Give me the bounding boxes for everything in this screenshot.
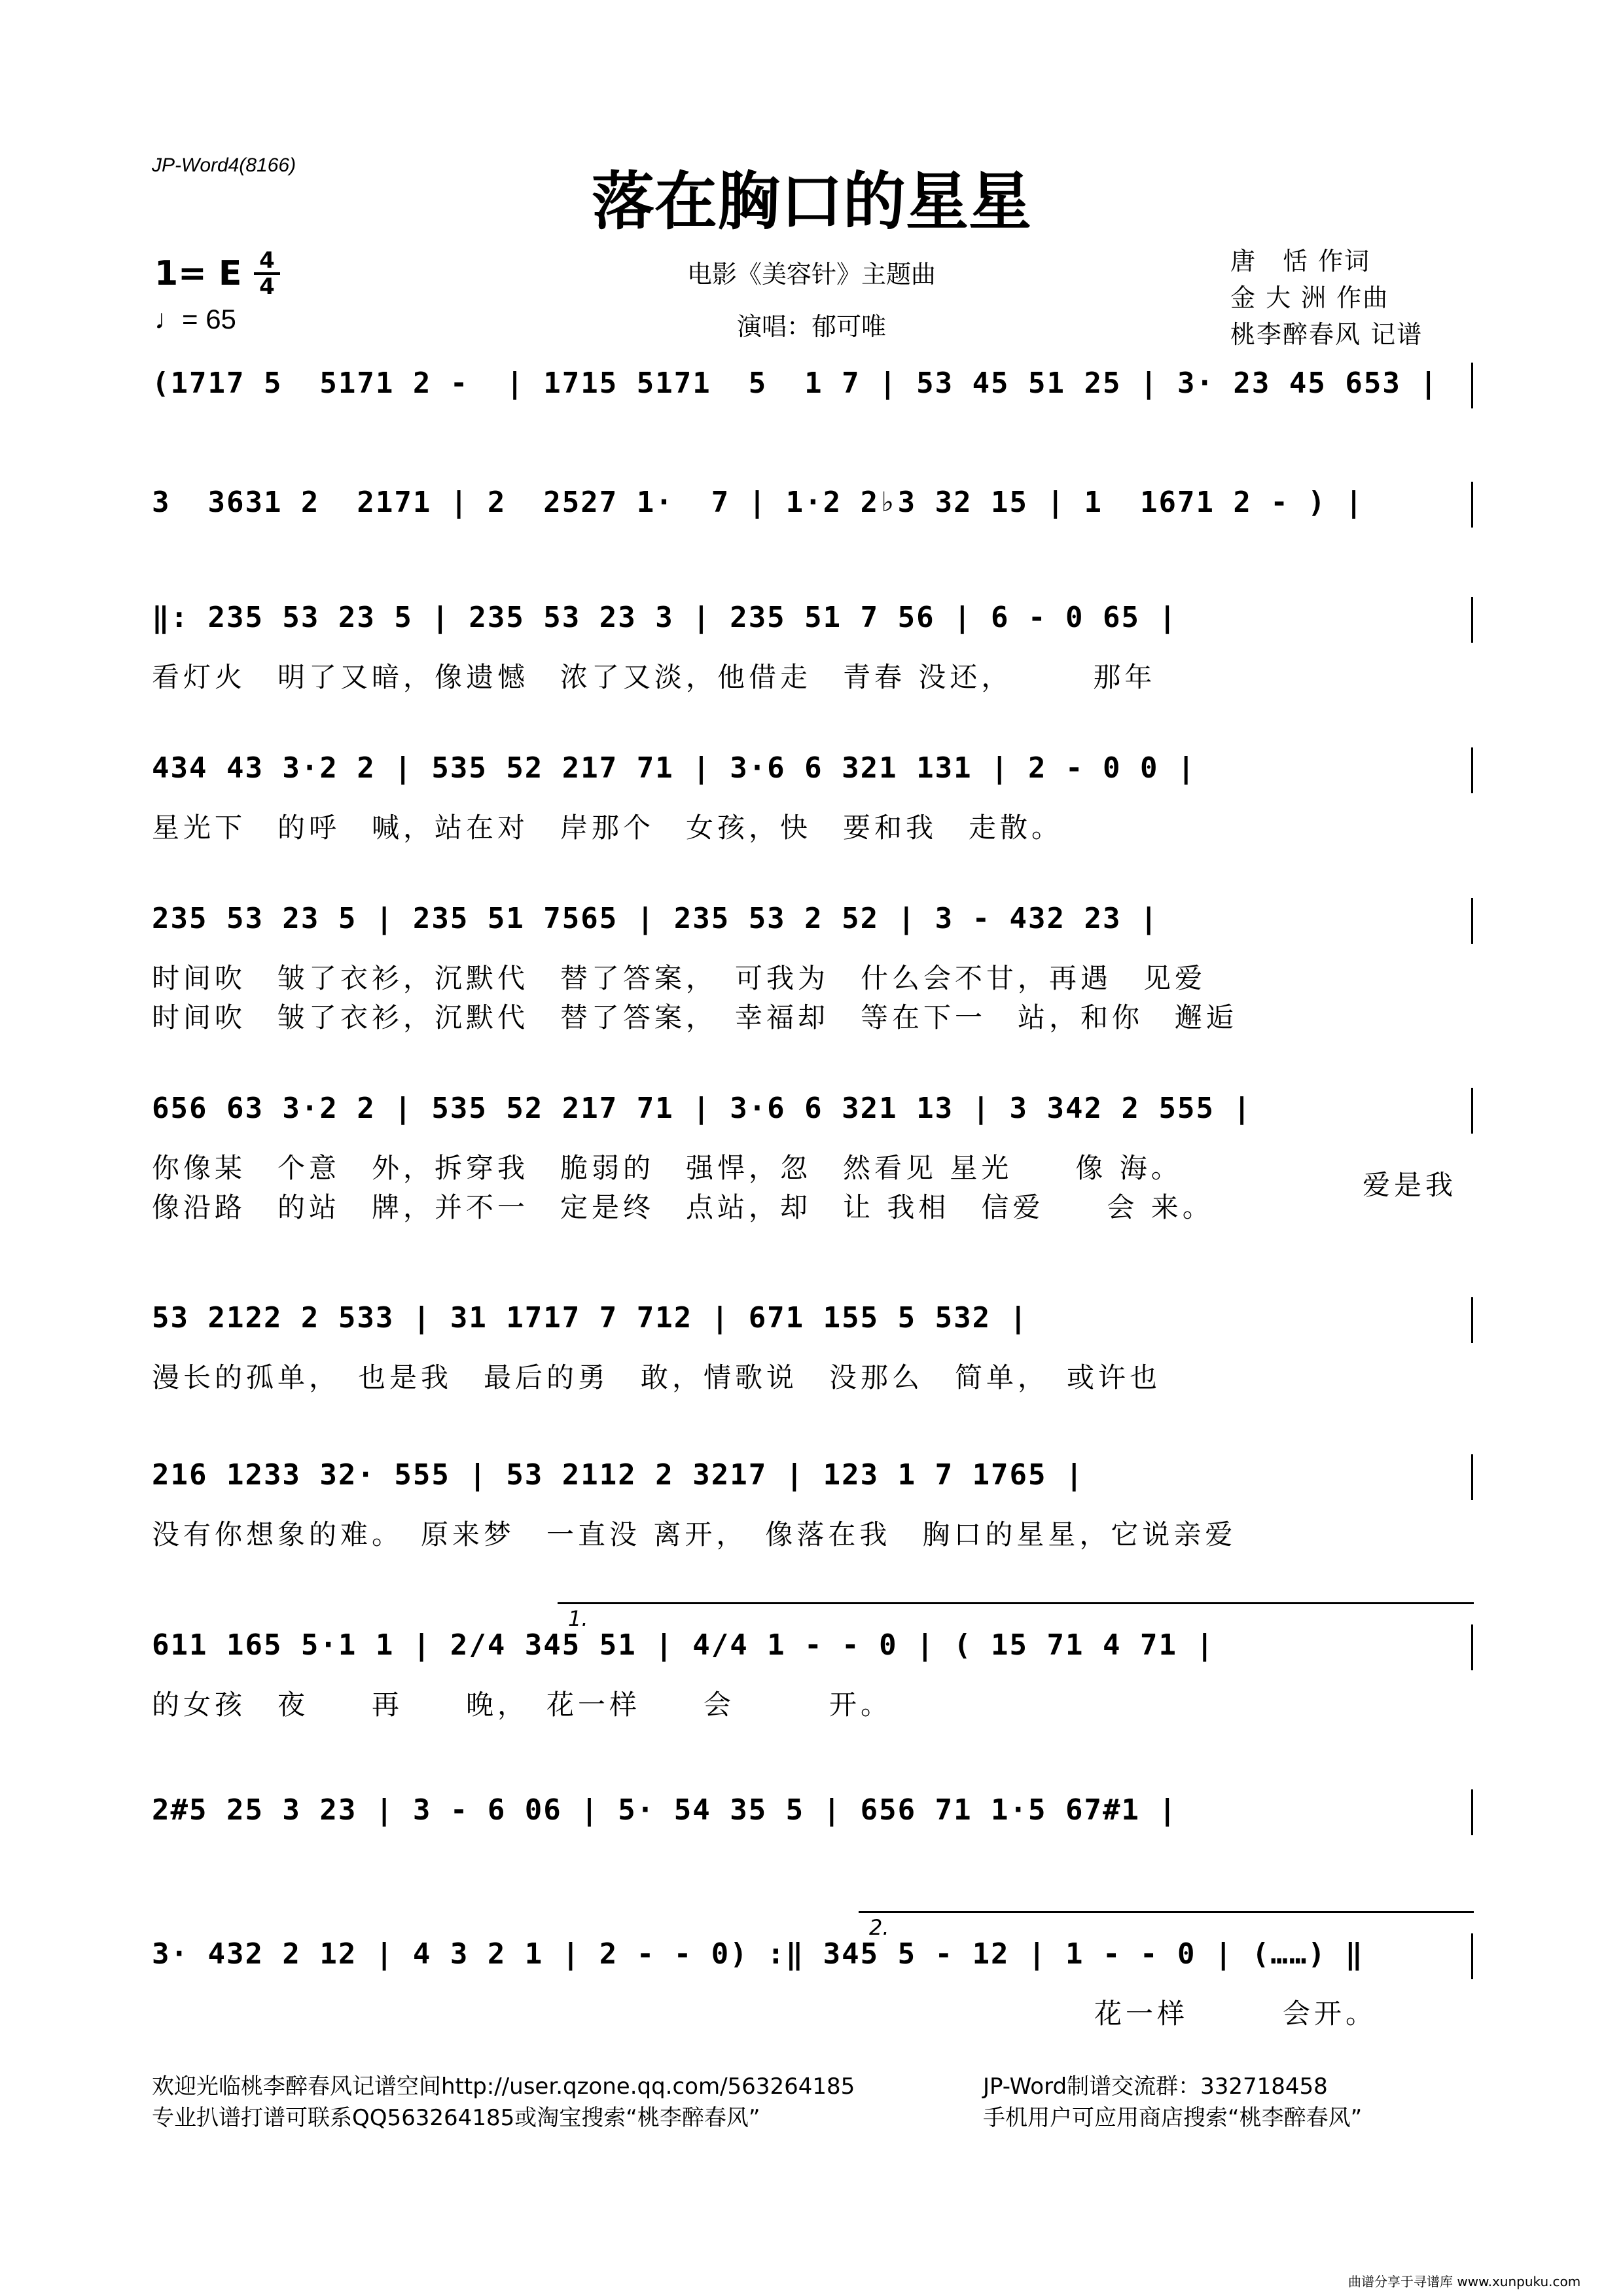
lyric-line: 你像某 个意 外，拆穿我 脆弱的 强悍，忽 然看见 星光 像 海。 — [152, 1152, 1183, 1184]
footer-contact: 专业扒谱打谱可联系QQ563264185或淘宝搜索“桃李醉春风” — [152, 2105, 760, 2131]
time-signature — [254, 247, 280, 300]
score-row — [152, 601, 1474, 732]
barline — [1471, 1454, 1473, 1500]
lyric-line: 时间吹 皱了衣衫，沉默代 替了答案， 幸福却 等在下一 站，和你 邂逅 — [152, 1001, 1238, 1033]
score-row — [152, 486, 1474, 617]
note-line: 611 165 5·1 1 | 2/4 345 51 | 4/4 1 - - 0 | ( 15 71 4 71 | — [152, 1628, 1215, 1662]
barline — [1471, 597, 1473, 643]
singer-label: 演唱：郁可唯 — [736, 312, 886, 341]
score-row — [152, 1092, 1474, 1223]
footer-group: JP-Word制谱交流群：332718458 — [983, 2073, 1328, 2100]
note-line: 656 63 3·2 2 | 535 52 217 71 | 3·6 6 321 13 | 3 342 2 555 | — [152, 1092, 1252, 1125]
note-line: 3· 432 2 12 | 4 3 2 1 | 2 - - 0) :‖ 345 5 - 12 | 1 - - 0 | (……) ‖ — [152, 1937, 1364, 1971]
lyric-line: 漫长的孤单， 也是我 最后的勇 敢，情歌说 没那么 简单， 或许也 — [152, 1361, 1162, 1393]
volta-label: 1. — [568, 1606, 588, 1631]
lyricist-credit: 唐 恬 作词 — [1230, 247, 1371, 276]
lyric-line: 花一样 会开。 — [152, 1998, 1378, 2030]
note-line: 3 3631 2 2171 | 2 2527 1· 7 | 1·2 2♭3 32 15 | 1 1671 2 - ) | — [152, 486, 1364, 519]
footer-qzone: 欢迎光临桃李醉春风记谱空间http://user.qzone.qq.com/563264185 — [152, 2073, 855, 2100]
lyric-line: 的女孩 夜 再 晚， 花一样 会 开。 — [152, 1689, 893, 1721]
note-line: 235 53 23 5 | 235 51 7565 | 235 53 2 52 | 3 - 432 23 | — [152, 902, 1159, 935]
barline — [1471, 1789, 1473, 1835]
score-row — [152, 1793, 1474, 1924]
composer-credit: 金 大 洲 作曲 — [1230, 283, 1389, 312]
barline — [1471, 1933, 1473, 1979]
volta-label: 2. — [869, 1915, 889, 1940]
note-line: 434 43 3·2 2 | 535 52 217 71 | 3·6 6 321 131 | 2 - 0 0 | — [152, 751, 1196, 785]
score-row — [152, 902, 1474, 1033]
volta-bracket — [558, 1602, 1474, 1604]
score-row — [152, 1915, 1474, 2068]
lyric-line: 看灯火 明了又暗，像遗憾 浓了又淡，他借走 青春 没还， 那年 — [152, 661, 1156, 693]
song-subtitle: 电影《美容针》主题曲 — [687, 260, 936, 289]
score-row — [152, 751, 1474, 882]
lyric-line: 时间吹 皱了衣衫，沉默代 替了答案， 可我为 什么会不甘，再遇 见爱 — [152, 962, 1207, 994]
barline — [1471, 747, 1473, 793]
note-line: 216 1233 32· 555 | 53 2112 2 3217 | 123 1 7 1765 | — [152, 1458, 1084, 1492]
barline — [1471, 482, 1473, 528]
software-label: JP-Word4(8166) — [152, 154, 296, 176]
watermark: 曲谱分享于寻谱库 www.xunpuku.com — [1348, 2274, 1581, 2289]
volta-bracket — [859, 1911, 1474, 1913]
footer-app: 手机用户可应用商店搜索“桃李醉春风” — [983, 2105, 1363, 2131]
barline — [1471, 1297, 1473, 1343]
note-line: 53 2122 2 533 | 31 1717 7 712 | 671 155 5 532 | — [152, 1301, 1029, 1335]
lyric-line: 像沿路 的站 牌，并不一 定是终 点站，却 让 我相 信爱 会 来。 — [152, 1191, 1214, 1223]
score-row — [152, 1606, 1474, 1759]
score-row — [152, 1301, 1474, 1432]
score-row — [152, 1458, 1474, 1589]
barline — [1471, 1624, 1473, 1670]
song-title: 落在胸口的星星 — [592, 164, 1031, 238]
barline — [1471, 898, 1473, 944]
key-signature: 1= E — [154, 254, 242, 293]
note-line: ‖: 235 53 23 5 | 235 53 23 3 | 235 51 7 56 | 6 - 0 65 | — [152, 601, 1177, 634]
transcriber-credit: 桃李醉春风 记谱 — [1230, 320, 1423, 349]
note-line: (1717 5 5171 2 - | 1715 5171 5 1 7 | 53 45 51 25 | 3· 23 45 653 | — [152, 367, 1438, 400]
time-bottom: 4 — [259, 274, 275, 300]
barline — [1471, 363, 1473, 408]
side-note: 爱是我 — [1363, 1169, 1457, 1201]
score-row — [152, 367, 1474, 497]
tempo-marking: ♩= 65 — [154, 304, 236, 334]
time-top: 4 — [259, 247, 275, 274]
lyric-line: 没有你想象的难。 原来梦 一直没 离开， 像落在我 胸口的星星，它说亲爱 — [152, 1518, 1237, 1551]
lyric-line: 星光下 的呼 喊，站在对 岸那个 女孩，快 要和我 走散。 — [152, 812, 1063, 844]
note-line: 2#5 25 3 23 | 3 - 6 06 | 5· 54 35 5 | 656 71 1·5 67#1 | — [152, 1793, 1177, 1827]
barline — [1471, 1088, 1473, 1134]
